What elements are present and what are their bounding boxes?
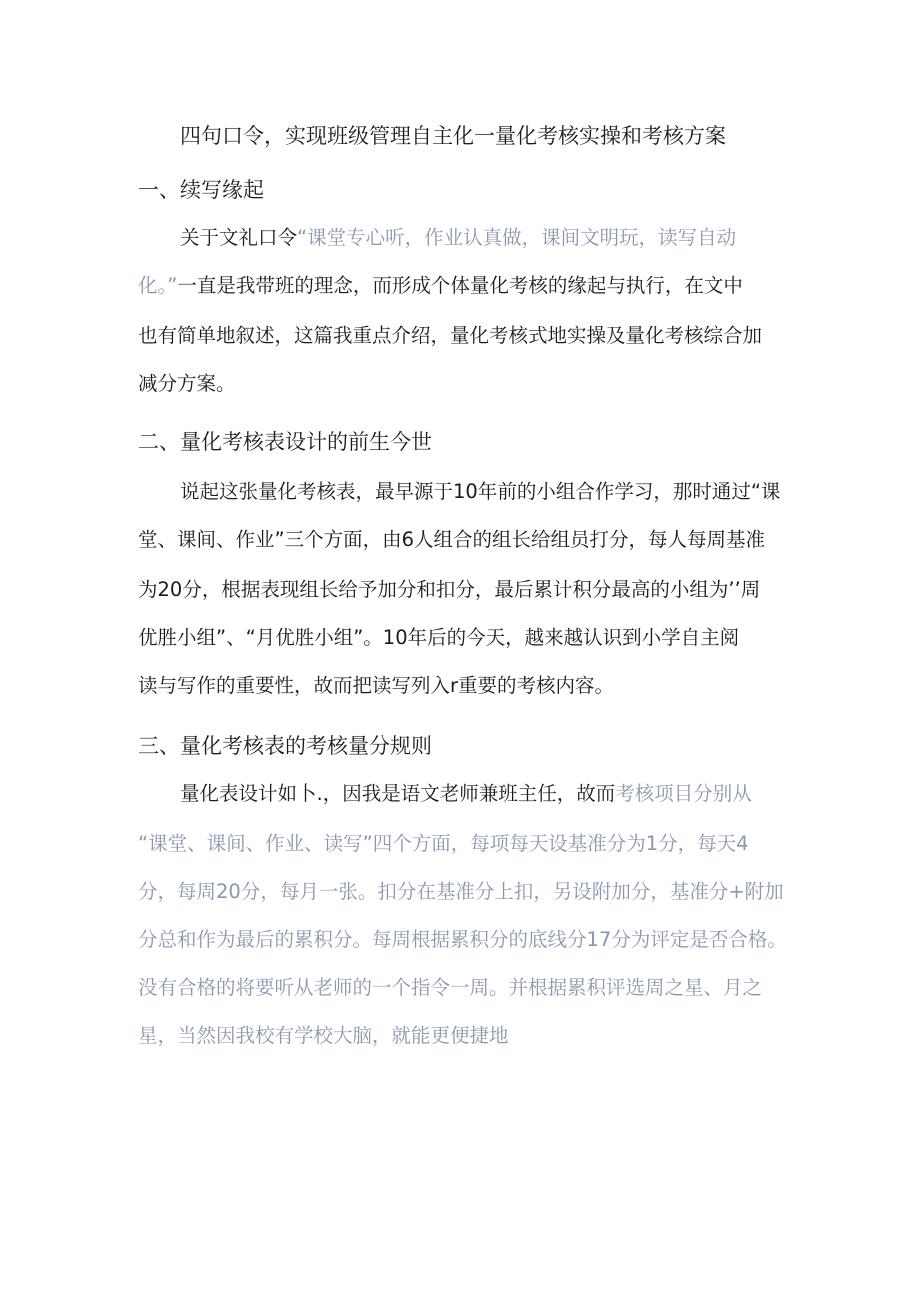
text-segment: 关于文礼口令 bbox=[180, 226, 298, 249]
section-1-line-1 bbox=[180, 224, 736, 252]
section-3-line-6: 星，当然因我校有学校大脑，就能更便捷地 bbox=[138, 1024, 509, 1047]
section-2-line-2: 堂、课间、作业”三个方面，由6人组合的组长给组员打分，每人每周基准 bbox=[138, 528, 766, 551]
section-1-line-3: 也有简单地叙述，这篇我重点介绍，量化考核式地实操及量化考核综合加 bbox=[138, 324, 763, 347]
text-segment: 量化表设计如卜.，因我是语文老师兼班主任，故而 bbox=[180, 782, 616, 805]
document-title: 四句口令，实现班级管理自主化一量化考核实操和考核方案 bbox=[180, 124, 726, 148]
section-2-line-5: 读与写作的重要性，故而把读写列入r重要的考核内容。 bbox=[138, 674, 615, 697]
text-segment-gray: 考核项目分别从 bbox=[615, 782, 752, 805]
section-2-line-3: 为20分，根据表现组长给予加分和扣分，最后累计积分最高的小组为’’周 bbox=[138, 578, 761, 601]
section-3-line-2: “课堂、课间、作业、读写”四个方面，每项每天设基准分为1分，每天4 bbox=[138, 832, 749, 855]
section-3-line-5: 没有合格的将要听从老师的一个指令一周。并根据累积评选周之星、月之 bbox=[138, 976, 763, 999]
text-segment: 一直是我带班的理念，而形成个体量化考核的缘起与执行，在文中 bbox=[177, 274, 743, 297]
section-1-line-2 bbox=[138, 272, 743, 300]
section-2-line-1: 说起这张量化考核表，最早源于10年前的小组合作学习，那时通过“课 bbox=[180, 480, 781, 503]
section-2-heading: 二、量化考核表设计的前生今世 bbox=[138, 430, 432, 454]
section-3-line-4: 分总和作为最后的累积分。每周根据累积分的底线分17分为评定是否合格。 bbox=[138, 928, 787, 951]
section-3-heading: 三、量化考核表的考核量分规则 bbox=[138, 734, 432, 758]
section-1-heading: 一、续写缘起 bbox=[138, 178, 264, 202]
section-3-line-3: 分，每周20分，每月一张。扣分在基准分上扣，另设附加分，基准分+附加 bbox=[138, 880, 784, 903]
section-1-line-4: 减分方案。 bbox=[138, 372, 236, 395]
section-3-line-1 bbox=[180, 780, 752, 808]
section-2-line-4: 优胜小组”、“月优胜小组”。10年后的今天，越来越认识到小学自主阅 bbox=[138, 626, 740, 649]
text-segment-quote: 化。” bbox=[138, 274, 178, 297]
text-segment-quote: “课堂专心听，作业认真做，课间文明玩，读写自动 bbox=[297, 226, 737, 249]
